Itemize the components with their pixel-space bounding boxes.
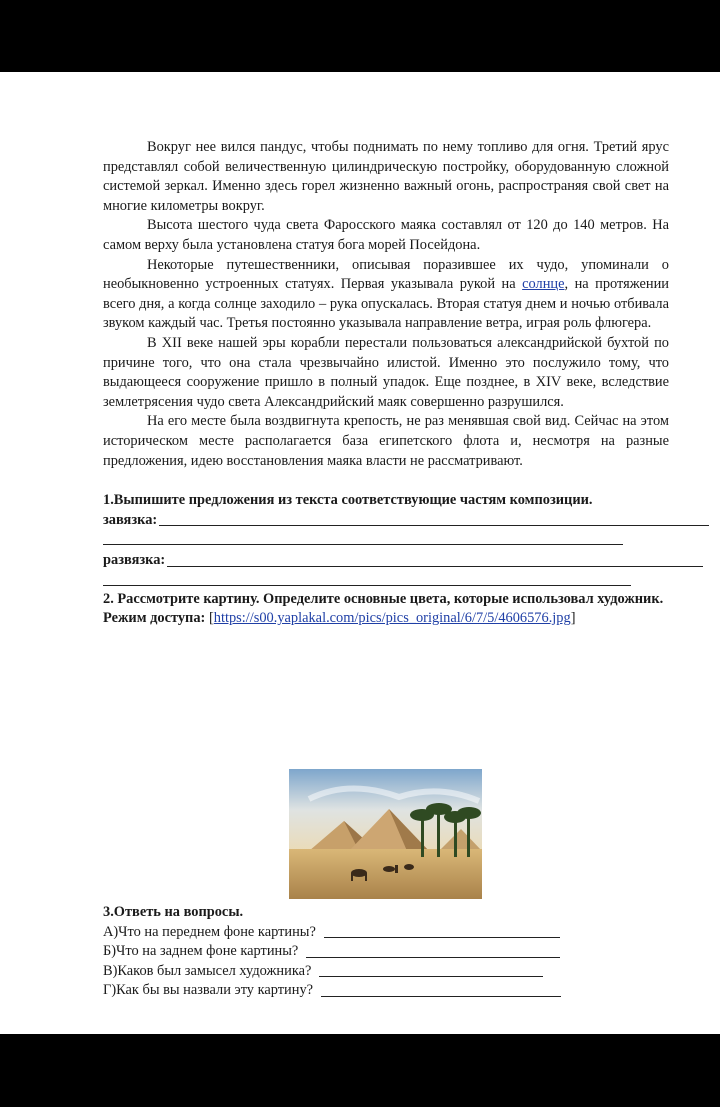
task-1-title: 1.Выпишите предложения из текста соответствующие частям композиции. <box>103 492 593 509</box>
answer-field-d[interactable] <box>321 996 561 997</box>
bracket-open: [ <box>208 610 214 627</box>
question-a <box>103 923 669 943</box>
document-content <box>103 138 669 629</box>
task-2-title: 2. Рассмотрите картину. Определите основные цвета, которые использовал художник. <box>103 590 664 607</box>
answer-line-start-2[interactable] <box>103 530 623 545</box>
paragraph-3 <box>103 256 669 334</box>
question-d <box>103 981 669 1001</box>
access-label: Режим доступа: <box>103 610 206 627</box>
sun-link[interactable]: солнце <box>522 276 565 293</box>
paragraph-4: В XII веке нашей эры корабли перестали пользоваться александрийской бухтой по причине того, что она стала чрезвычайно илистой. Именно это послужило тому, что выдающееся сооружение пришло в полный упадок. Еще позднее, в XIV веке, вследствие землетрясения чудо света Александрийский маяк совершенно разрушился. <box>103 334 669 410</box>
end-label: развязка: <box>103 552 166 569</box>
paragraph-3-start: Некоторые путешественники, описывая поразившее их чудо, упоминали о необыкновенно устроенных статуях. Первая указывала рукой на <box>103 256 669 293</box>
answer-line-start[interactable] <box>103 511 669 531</box>
question-c <box>103 962 669 982</box>
paragraph-3-end: , на протяжении всего дня, а когда солнце заходило – рука опускалась. Вторая статуя днем и ночью отбивала звуком каждый час. Третья постоянно указывала направление ветра, играя роль флюгера. <box>103 276 670 332</box>
pyramids-painting-image <box>289 769 482 899</box>
paragraph-1: Вокруг нее вился пандус, чтобы поднимать по нему топливо для огня. Третий ярус представлял собой величественную цилиндрическую постройку, оборудованную сложной системой зеркал. Именно здесь горел жизненно важный огонь, распространяя свой свет на многие километры вокруг. <box>103 139 669 214</box>
pyramids-painting-svg <box>289 769 482 899</box>
question-b-text: Б)Что на заднем фоне картины? <box>103 943 299 960</box>
bracket-close: ] <box>570 610 576 627</box>
document-page <box>0 72 720 1034</box>
question-c-text: В)Каков был замысел художника? <box>103 962 312 979</box>
answer-field-a[interactable] <box>324 937 560 938</box>
task-3-title: 3.Ответь на вопросы. <box>103 904 244 920</box>
answer-line-end[interactable] <box>103 551 669 571</box>
task-3-block <box>103 903 669 1001</box>
question-a-text: А)Что на переднем фоне картины? <box>103 923 316 940</box>
paragraph-5: На его месте была воздвигнута крепость, не раз менявшая свой вид. Сейчас на этом историческом месте располагается база египетского флота и, несмотря на разные предложения, идею восстановления маяка власти не рассматривают. <box>103 413 669 469</box>
start-label: завязка: <box>103 511 158 528</box>
access-line <box>103 609 669 629</box>
question-b <box>103 942 669 962</box>
question-d-text: Г)Как бы вы назвали эту картину? <box>103 982 314 999</box>
image-url-link[interactable]: https://s00.yaplakal.com/pics/pics_original/6/7/5/4606576.jpg <box>213 610 571 627</box>
answer-field-b[interactable] <box>306 957 560 958</box>
answer-field-c[interactable] <box>319 976 543 977</box>
paragraph-2: Высота шестого чуда света Фаросского маяка составлял от 120 до 140 метров. На самом верху была установлена статуя бога морей Посейдона. <box>103 217 669 253</box>
answer-line-end-2[interactable] <box>103 571 631 586</box>
